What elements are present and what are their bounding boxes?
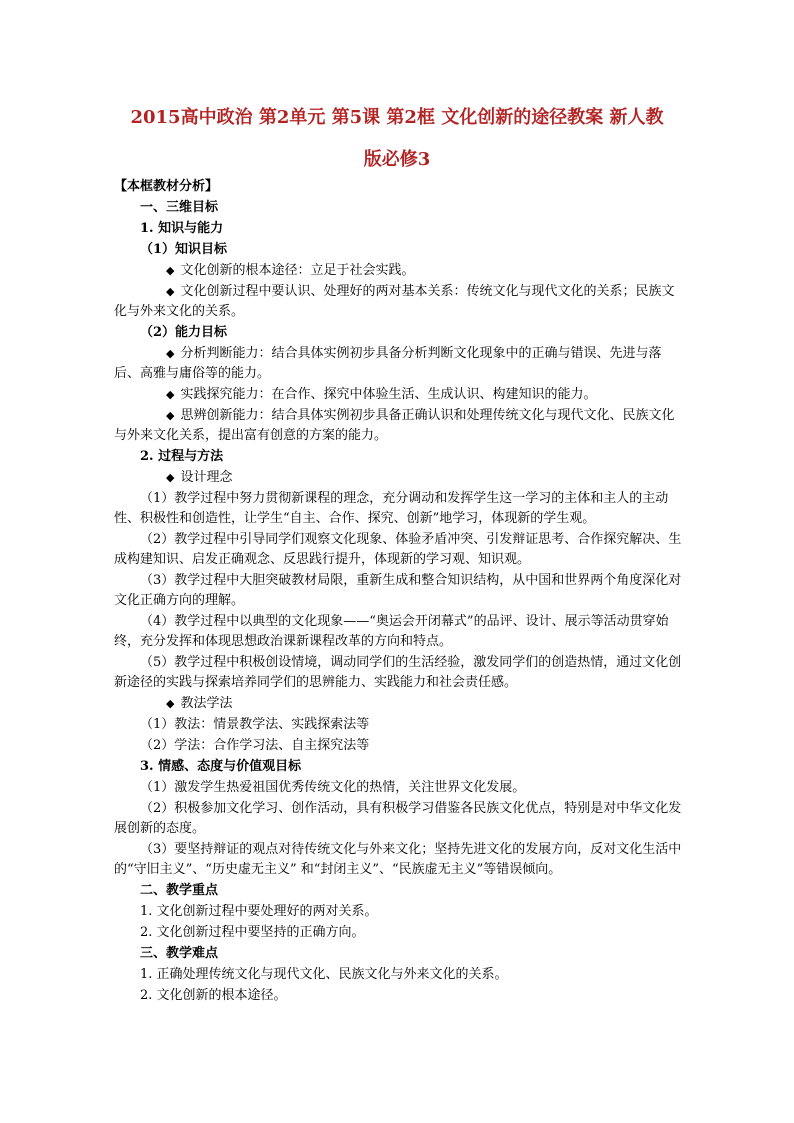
section-heading: 一、三维目标 — [140, 200, 219, 215]
body-paragraph: （1）教学过程中努力贯彻新课程的理念，充分调动和发挥学生这一学习的主体和主人的主动性、积极性和创造性，让学生“自主、合作、探究、创新”地学习，体现新的学生观。 — [114, 491, 669, 526]
section-heading: 二、教学重点 — [140, 883, 219, 898]
bullet-text: 教法学法 — [180, 696, 233, 711]
body-line: 1. 文化创新过程中要处理好的两对关系。 — [140, 904, 378, 919]
diamond-icon: ◆ — [166, 264, 175, 277]
diamond-icon: ◆ — [166, 697, 175, 710]
bullet-paragraph — [114, 385, 682, 405]
diamond-icon: ◆ — [166, 388, 175, 401]
diamond-icon: ◆ — [166, 409, 175, 422]
body-paragraph: （3）教学过程中大胆突破教材局限，重新生成和整合知识结构，从中国和世界两个角度深化对文化正确方向的理解。 — [114, 573, 682, 608]
document-body — [114, 177, 682, 1007]
body-paragraph: （5）教学过程中积极创设情境，调动同学们的生活经验，激发同学们的创造热情，通过文化创新途径的实践与探索培养同学们的思辨能力、实践能力和社会责任感。 — [114, 655, 682, 690]
document-title-line-1: 2015高中政治 第2单元 第5课 第2框 文化创新的途径教案 新人教 — [130, 107, 664, 128]
bullet-text: 实践探究能力：在合作、探究中体验生活、生成认识、构建知识的能力。 — [180, 387, 597, 402]
body-line: （2）学法：合作学习法、自主探究法等 — [140, 738, 370, 753]
bullet-paragraph — [114, 261, 682, 281]
body-paragraph: （3）要坚持辩证的观点对待传统文化与外来文化；坚持先进文化的发展方向，反对文化生活中的“守旧主义”、“历史虚无主义” 和“封闭主义”、“民族虚无主义”等错误倾向。 — [114, 842, 682, 877]
subsection-heading: 3. 情感、态度与价值观目标 — [140, 759, 302, 774]
section-heading: 【本框教材分析】 — [114, 179, 219, 194]
subsection-heading: 1. 知识与能力 — [140, 221, 224, 236]
body-paragraph: （4）教学过程中以典型的文化现象——“奥运会开闭幕式”的品评、设计、展示等活动贯穿始终，充分发挥和体现思想政治课新课程改革的方向和特点。 — [114, 614, 669, 649]
bullet-paragraph — [114, 282, 682, 322]
body-paragraph: （2）教学过程中引导同学们观察文化现象、体验矛盾冲突、引发辩证思考、合作探究解决、生成构建知识、启发正确观念、反思践行提升，体现新的学习观、知识观。 — [114, 532, 682, 567]
section-heading: 三、教学难点 — [140, 946, 219, 961]
body-paragraph: （1）激发学生热爱祖国优秀传统文化的热情，关注世界文化发展。 — [140, 780, 526, 795]
bullet-text: 设计理念 — [180, 470, 233, 485]
subsection-heading: （1）知识目标 — [140, 242, 228, 257]
bullet-paragraph — [114, 468, 682, 488]
bullet-paragraph — [114, 344, 682, 384]
body-line: 1. 正确处理传统文化与现代文化、民族文化与外来文化的关系。 — [140, 967, 508, 982]
bullet-text: 文化创新过程中要认识、处理好的两对基本关系：传统文化与现代文化的关系；民族文化与外来文化的关系。 — [114, 284, 675, 319]
bullet-text: 分析判断能力：结合具体实例初步具备分析判断文化现象中的正确与错误、先进与落后、高雅与庸俗等的能力。 — [114, 346, 662, 381]
document-title-line-2: 版必修3 — [363, 149, 431, 170]
bullet-paragraph — [114, 406, 682, 446]
diamond-icon: ◆ — [166, 471, 175, 484]
diamond-icon: ◆ — [166, 347, 175, 360]
body-line: （1）教法：情景教学法、实践探索法等 — [140, 717, 370, 732]
body-paragraph: （2）积极参加文化学习、创作活动，具有积极学习借鉴各民族文化优点，特别是对中华文化发展创新的态度。 — [114, 801, 682, 836]
subsection-heading: 2. 过程与方法 — [140, 449, 224, 464]
bullet-paragraph — [114, 694, 682, 714]
body-line: 2. 文化创新过程中要坚持的正确方向。 — [140, 925, 365, 940]
bullet-text: 文化创新的根本途径：立足于社会实践。 — [180, 263, 415, 278]
bullet-text: 思辨创新能力：结合具体实例初步具备正确认识和处理传统文化与现代文化、民族文化与外来文化关系，提出富有创意的方案的能力。 — [114, 408, 675, 443]
subsection-heading: （2）能力目标 — [140, 325, 228, 340]
body-line: 2. 文化创新的根本途径。 — [140, 988, 287, 1003]
diamond-icon: ◆ — [166, 285, 175, 298]
